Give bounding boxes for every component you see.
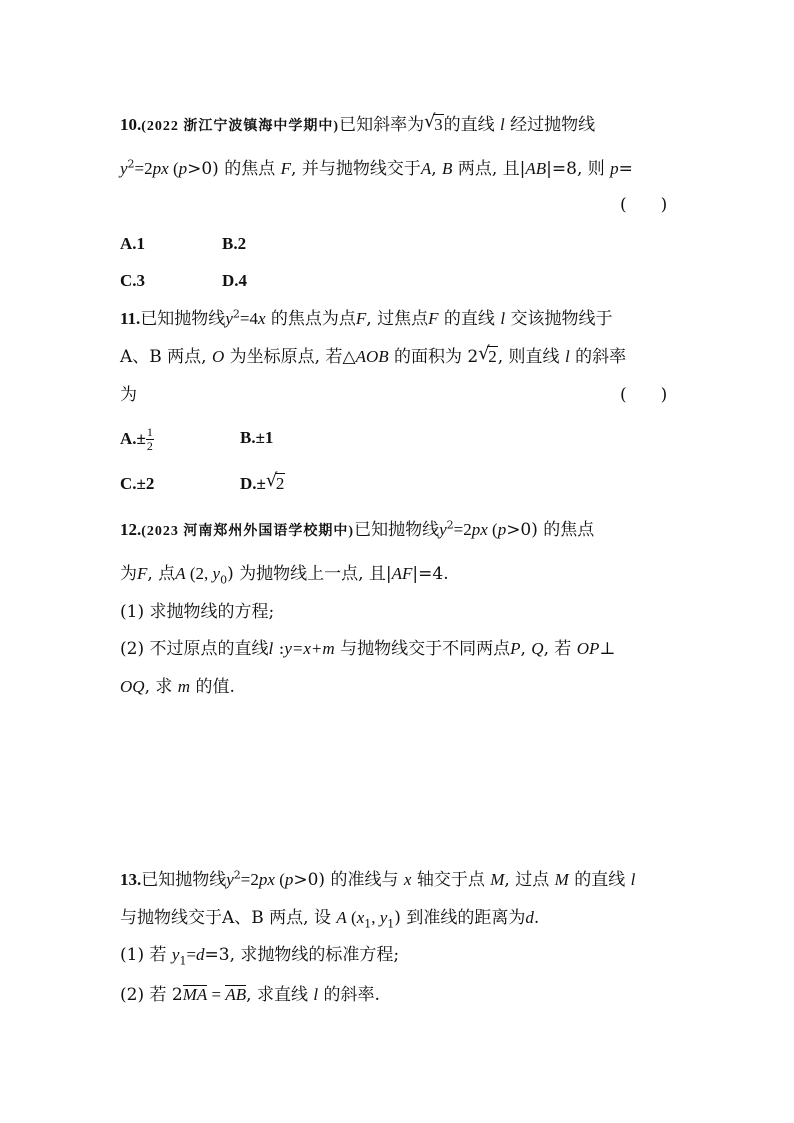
var-px: px [152, 159, 169, 178]
q11-line-1 [120, 307, 612, 331]
q11-option-d [240, 472, 285, 496]
var-y0: y [212, 564, 221, 583]
q11-number: 11. [120, 309, 141, 328]
subscript: 1 [364, 917, 372, 931]
q12-line-1 [120, 518, 594, 544]
math: =2 [240, 870, 259, 889]
math: = [186, 945, 197, 964]
math: (2, [185, 564, 213, 583]
math: = [207, 985, 226, 1004]
q10-text: , [431, 159, 443, 179]
q12-text: ) 为抛物线上一点, 且| [227, 564, 392, 584]
q10-text: 经过抛物线 [510, 115, 596, 135]
var-O: O [211, 347, 225, 366]
q12-part-2-line-2 [120, 675, 235, 699]
q10-option-d: D.4 [222, 271, 248, 290]
var-y: y [439, 520, 447, 539]
q10-line-1 [120, 113, 595, 139]
var-m: m [177, 677, 191, 696]
var-M: M [554, 870, 569, 889]
sqrt-symbol: √ 2 [478, 343, 497, 366]
q12-line-2 [120, 562, 449, 586]
q10-option-a: A.1 [120, 234, 146, 253]
var-x: x [403, 870, 412, 889]
line-equation: y=x+m [284, 639, 335, 658]
q12-text: : [273, 639, 285, 659]
q12-text: , 点 [147, 564, 176, 584]
q11-text: 为坐标原点, 若△ [224, 347, 356, 367]
var-d: d [196, 945, 205, 964]
q13-text: ) 到准线的距离为 [394, 908, 526, 928]
var-y: y [225, 309, 233, 328]
var-y1: y [379, 908, 388, 927]
q10-text: 两点, 且| [452, 159, 526, 179]
superscript: 2 [446, 518, 454, 532]
q13-text: (1) 若 [120, 945, 167, 965]
var-A: A [420, 159, 432, 178]
sqrt-symbol: √ 2 [265, 470, 285, 493]
var-OQ: OQ [120, 677, 145, 696]
q11-text: 的焦点为点 [265, 309, 356, 329]
superscript: 2 [232, 307, 240, 321]
math: ( [168, 159, 179, 178]
q11-line-2 [120, 345, 626, 369]
var-p: p [610, 159, 619, 178]
q10-text: , 并与抛物线交于 [291, 159, 421, 179]
vector-MA: MA [182, 985, 208, 1004]
q12-number: 12. [120, 520, 142, 539]
q11-text: , 则直线 [497, 347, 560, 367]
q11-text: A、B 两点, [120, 347, 212, 367]
var-B: B [442, 159, 453, 178]
var-px: px [471, 520, 488, 539]
q10-line-2 [120, 157, 633, 181]
q13-text: 轴交于点 [411, 870, 485, 890]
q12-text: (2) 不过原点的直线 [120, 639, 269, 659]
q11-text: 的直线 [438, 309, 495, 329]
var-l: l [313, 985, 319, 1004]
q13-text: >0) 的准线与 [293, 870, 399, 890]
var-y: y [120, 159, 128, 178]
math: ( [346, 908, 357, 927]
q12-text: , [520, 639, 532, 659]
superscript: 2 [127, 157, 135, 171]
q13-part-1 [120, 943, 399, 967]
q11-line-3: 为 [120, 385, 137, 405]
var-F: F [280, 159, 292, 178]
var-A: A [336, 908, 347, 927]
q13-text: (2) 若 2 [120, 985, 183, 1005]
q10-text: |=8, 则 [546, 159, 605, 179]
q13-text: 的直线 [568, 870, 626, 890]
q12-text: , 若 [543, 639, 572, 659]
var-p: p [178, 159, 188, 178]
q10-answer-blank: ( ) [620, 195, 668, 215]
var-A: A [175, 564, 186, 583]
q12-part-1: (1) 求抛物线的方程; [120, 602, 275, 622]
var-AF: AF [391, 564, 413, 583]
q11-text: 已知抛物线 [140, 309, 226, 329]
subscript: 1 [387, 917, 395, 931]
q12-text: |=4. [412, 564, 449, 584]
q12-part-2-line-1 [120, 637, 615, 661]
q12-text: , 求 [144, 677, 173, 697]
q10-text: >0) 的焦点 [187, 159, 276, 179]
var-y: y [226, 870, 234, 889]
var-l: l [630, 870, 636, 889]
subscript: 0 [220, 573, 228, 587]
q13-text: 与抛物线交于A、B 两点, 设 [120, 908, 331, 928]
var-F: F [428, 309, 439, 328]
q13-line-2 [120, 906, 539, 930]
q10-text: 已知斜率为 [339, 115, 425, 135]
q11-option-c: C.±2 [120, 474, 155, 493]
math: =2 [134, 159, 153, 178]
q11-text: 的斜率 [569, 347, 627, 367]
q13-text: , 过点 [504, 870, 550, 890]
q12-text: 的值. [190, 677, 235, 697]
math: ( [274, 870, 285, 889]
math: =2 [453, 520, 472, 539]
var-F: F [355, 309, 367, 328]
q12-text: 已知抛物线 [354, 520, 440, 540]
var-AOB: AOB [355, 347, 389, 366]
q10-option-b: B.2 [222, 234, 247, 253]
q13-text: =3, 求抛物线的标准方程; [204, 945, 400, 965]
math: , [371, 908, 380, 927]
q13-text: 已知抛物线 [141, 870, 227, 890]
superscript: 2 [233, 868, 241, 882]
var-y1: y [171, 945, 180, 964]
var-l: l [499, 115, 505, 134]
q12-text: 与抛物线交于不同两点 [334, 639, 511, 659]
var-F: F [137, 564, 148, 583]
var-l: l [268, 639, 274, 658]
q11-text: 的面积为 2 [388, 347, 479, 367]
option-label: A.± [120, 429, 146, 448]
q13-line-1 [120, 868, 635, 892]
var-p: p [497, 520, 507, 539]
q12-text: 为 [120, 564, 137, 584]
var-l: l [500, 309, 506, 328]
q10-text: 的直线 [443, 115, 495, 135]
q10-text: = [618, 159, 633, 179]
math: ( [487, 520, 498, 539]
subscript: 1 [179, 954, 187, 968]
q13-number: 13. [120, 870, 142, 889]
q11-option-a [120, 426, 154, 453]
q10-source: (2022 浙江宁波镇海中学期中) [141, 119, 340, 134]
var-p: p [284, 870, 294, 889]
q12-text: >0) 的焦点 [506, 520, 595, 540]
var-d: d [525, 908, 534, 927]
option-label: D.± [240, 474, 266, 493]
fraction: $\frac{1}{2}$ [146, 425, 153, 453]
var-OP: OP [576, 639, 600, 658]
q13-text: 的斜率. [318, 985, 380, 1005]
q13-part-2 [120, 983, 380, 1007]
q11-text: 交该抛物线于 [505, 309, 613, 329]
q13-text: . [533, 908, 540, 928]
var-l: l [564, 347, 570, 366]
q10-number: 10. [120, 115, 142, 134]
var-Q: Q [531, 639, 544, 658]
perpendicular-symbol: ⊥ [599, 639, 616, 659]
var-px: px [258, 870, 275, 889]
var-M: M [490, 870, 505, 889]
q13-text: , 求直线 [246, 985, 308, 1005]
q12-source: (2023 河南郑州外国语学校期中) [141, 524, 355, 539]
var-P: P [510, 639, 521, 658]
math: =4 [239, 309, 258, 328]
sqrt-symbol: √ 3 [424, 111, 443, 134]
q11-option-b: B.±1 [240, 428, 274, 447]
q10-option-c: C.3 [120, 271, 146, 290]
var-x1: x [356, 908, 365, 927]
var-AB: AB [525, 159, 547, 178]
vector-AB: AB [225, 985, 247, 1004]
var-x: x [257, 309, 266, 328]
q11-text: , 过焦点 [366, 309, 429, 329]
q11-answer-blank: ( ) [620, 385, 668, 405]
